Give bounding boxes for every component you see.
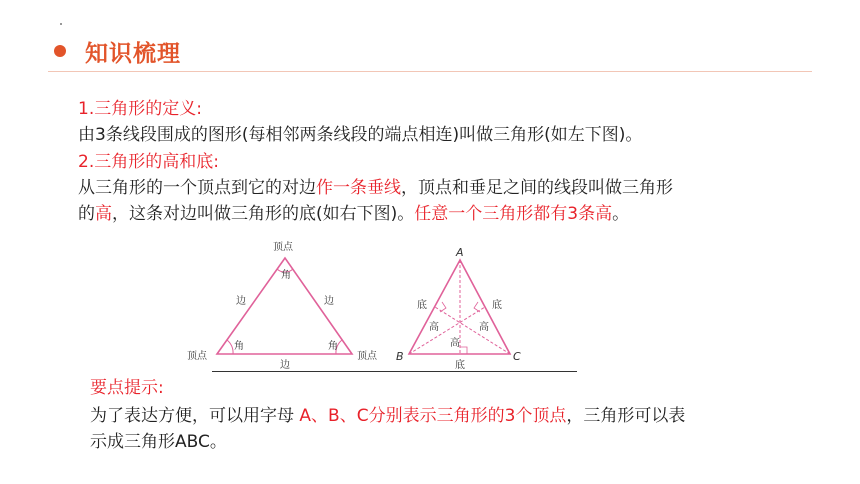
height-label-bottom: 高 xyxy=(450,338,460,349)
emphasis-three-heights: 任意一个三角形都有3条高 xyxy=(414,204,613,224)
vertex-a-label: A xyxy=(456,246,464,259)
text-fragment: 从三角形的一个顶点到它的对边 xyxy=(78,178,316,198)
height-label-right: 高 xyxy=(479,322,489,333)
side-label-bottom: 边 xyxy=(280,360,290,371)
right-triangle-figure xyxy=(396,246,521,371)
decorative-dot xyxy=(60,23,62,25)
vertex-c-label: C xyxy=(513,350,521,363)
emphasis-vertices: A、B、C分别表示三角形的3个顶点 xyxy=(299,406,567,426)
tip-heading: 要点提示: xyxy=(90,378,164,398)
angle-label-left: 角 xyxy=(234,341,244,352)
emphasis-height: 高 xyxy=(95,204,112,224)
tip-line1 xyxy=(90,405,685,427)
base-label-right: 底 xyxy=(492,300,502,311)
emphasis-perpendicular: 作一条垂线 xyxy=(316,178,401,198)
section1-heading: 1.三角形的定义: xyxy=(78,99,202,119)
vertex-b-label: B xyxy=(396,350,404,363)
left-triangle-figure xyxy=(187,240,378,371)
title-divider xyxy=(48,71,812,72)
altitude-from-b xyxy=(409,307,485,354)
right-angle-mark xyxy=(460,347,467,354)
page-title: 知识梳理 xyxy=(85,41,181,67)
section2-paragraph-line1 xyxy=(78,177,673,199)
bullet-icon xyxy=(54,45,66,57)
text-fragment: 的 xyxy=(78,204,95,224)
angle-label-right: 角 xyxy=(328,341,338,352)
section2-paragraph-line2 xyxy=(78,203,629,225)
base-label-bottom: 底 xyxy=(455,360,465,371)
altitude-from-c xyxy=(435,307,510,354)
text-fragment: 。 xyxy=(612,204,630,224)
angle-arc-left xyxy=(227,340,233,354)
text-fragment: ，这条对边叫做三角形的底(如右下图)。 xyxy=(112,204,415,224)
figure-baseline xyxy=(212,371,577,372)
vertex-label-top: 顶点 xyxy=(273,242,293,253)
side-label-right: 边 xyxy=(324,296,334,307)
angle-label-top: 角 xyxy=(281,270,291,281)
base-label-left: 底 xyxy=(417,300,427,311)
vertex-label-right: 顶点 xyxy=(357,351,377,362)
vertex-label-left: 顶点 xyxy=(187,351,207,362)
text-fragment: 为了表达方便，可以用字母 xyxy=(90,406,300,426)
height-label-left: 高 xyxy=(429,322,439,333)
side-label-left: 边 xyxy=(236,296,246,307)
text-fragment: ，三角形可以表 xyxy=(566,406,686,426)
tip-line2: 示成三角形ABC。 xyxy=(90,432,227,452)
section1-text: 由3条线段围成的图形(每相邻两条线段的端点相连)叫做三角形(如左下图)。 xyxy=(78,125,643,145)
triangle-figures xyxy=(180,238,540,373)
text-fragment: ，顶点和垂足之间的线段叫做三角形 xyxy=(401,178,673,198)
section2-heading: 2.三角形的高和底: xyxy=(78,152,219,172)
